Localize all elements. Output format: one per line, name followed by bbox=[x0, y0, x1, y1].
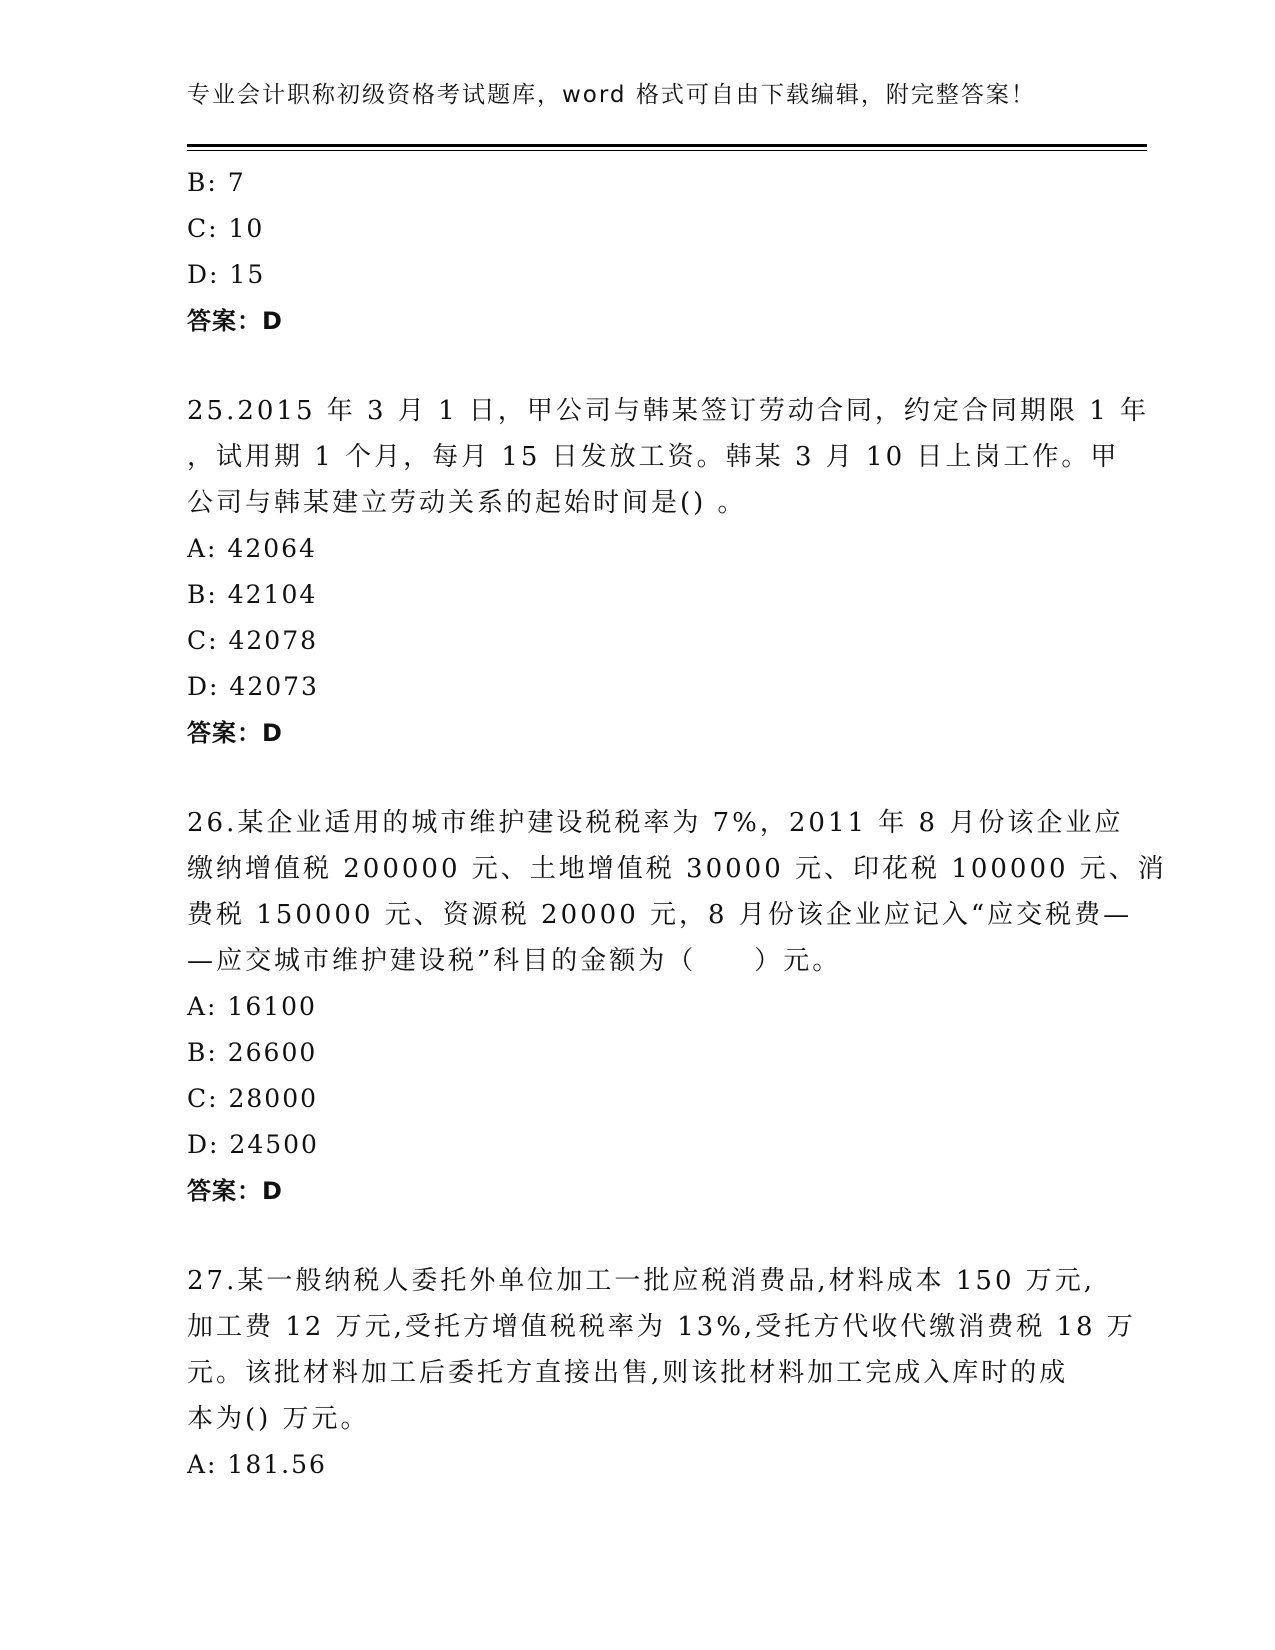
question-26 bbox=[187, 800, 1167, 1214]
question-text-line: 元。该批材料加工后委托方直接出售,则该批材料加工完成入库时的成 bbox=[187, 1358, 1069, 1388]
spacer bbox=[187, 344, 1087, 388]
question-25 bbox=[187, 388, 1149, 756]
spacer bbox=[187, 1214, 1087, 1258]
question-text-line: 公司与韩某建立劳动关系的起始时间是() 。 bbox=[187, 488, 747, 518]
question-text-line: 25.2015 年 3 月 1 日，甲公司与韩某签订劳动合同，约定合同期限 1 年 bbox=[187, 396, 1149, 426]
question-24-tail bbox=[187, 160, 1087, 344]
answer: 答案：D bbox=[187, 307, 283, 335]
question-text-line: 26.某企业适用的城市维护建设税税率为 7%，2011 年 8 月份该企业应 bbox=[187, 808, 1124, 838]
option-c: C: 42078 bbox=[187, 626, 319, 655]
option-b: B: 26600 bbox=[187, 1038, 318, 1067]
option-d: D: 42073 bbox=[187, 672, 319, 701]
option-b: B: 7 bbox=[187, 168, 246, 197]
question-text-line: 加工费 12 万元,受托方增值税税率为 13%,受托方代收代缴消费税 18 万 bbox=[187, 1312, 1136, 1342]
option-a: A: 181.56 bbox=[187, 1450, 327, 1479]
question-text-line: —应交城市维护建设税”科目的金额为（ ）元。 bbox=[187, 946, 842, 976]
question-27 bbox=[187, 1258, 1136, 1488]
question-text-line: 费税 150000 元、资源税 20000 元，8 月份该企业应记入“应交税费— bbox=[187, 900, 1133, 930]
option-c: C: 10 bbox=[187, 214, 265, 243]
header-rule-thick bbox=[187, 144, 1147, 147]
header-rule-thin bbox=[187, 150, 1147, 151]
spacer bbox=[187, 756, 1087, 800]
option-a: A: 16100 bbox=[187, 992, 317, 1021]
option-b: B: 42104 bbox=[187, 580, 318, 609]
question-text-line: 本为() 万元。 bbox=[187, 1404, 370, 1434]
question-text-line: 27.某一般纳税人委托外单位加工一批应税消费品,材料成本 150 万元, bbox=[187, 1266, 1096, 1296]
question-text-line: 缴纳增值税 200000 元、土地增值税 30000 元、印花税 100000 元、消 bbox=[187, 854, 1167, 884]
answer: 答案：D bbox=[187, 719, 283, 747]
question-content bbox=[187, 160, 1167, 1488]
option-d: D: 24500 bbox=[187, 1130, 319, 1159]
answer: 答案：D bbox=[187, 1177, 283, 1205]
page-header: 专业会计职称初级资格考试题库，word 格式可自由下载编辑，附完整答案！ bbox=[187, 82, 1036, 108]
option-a: A: 42064 bbox=[187, 534, 317, 563]
option-c: C: 28000 bbox=[187, 1084, 319, 1113]
option-d: D: 15 bbox=[187, 260, 266, 289]
question-text-line: ，试用期 1 个月，每月 15 日发放工资。韩某 3 月 10 日上岗工作。甲 bbox=[187, 442, 1120, 472]
